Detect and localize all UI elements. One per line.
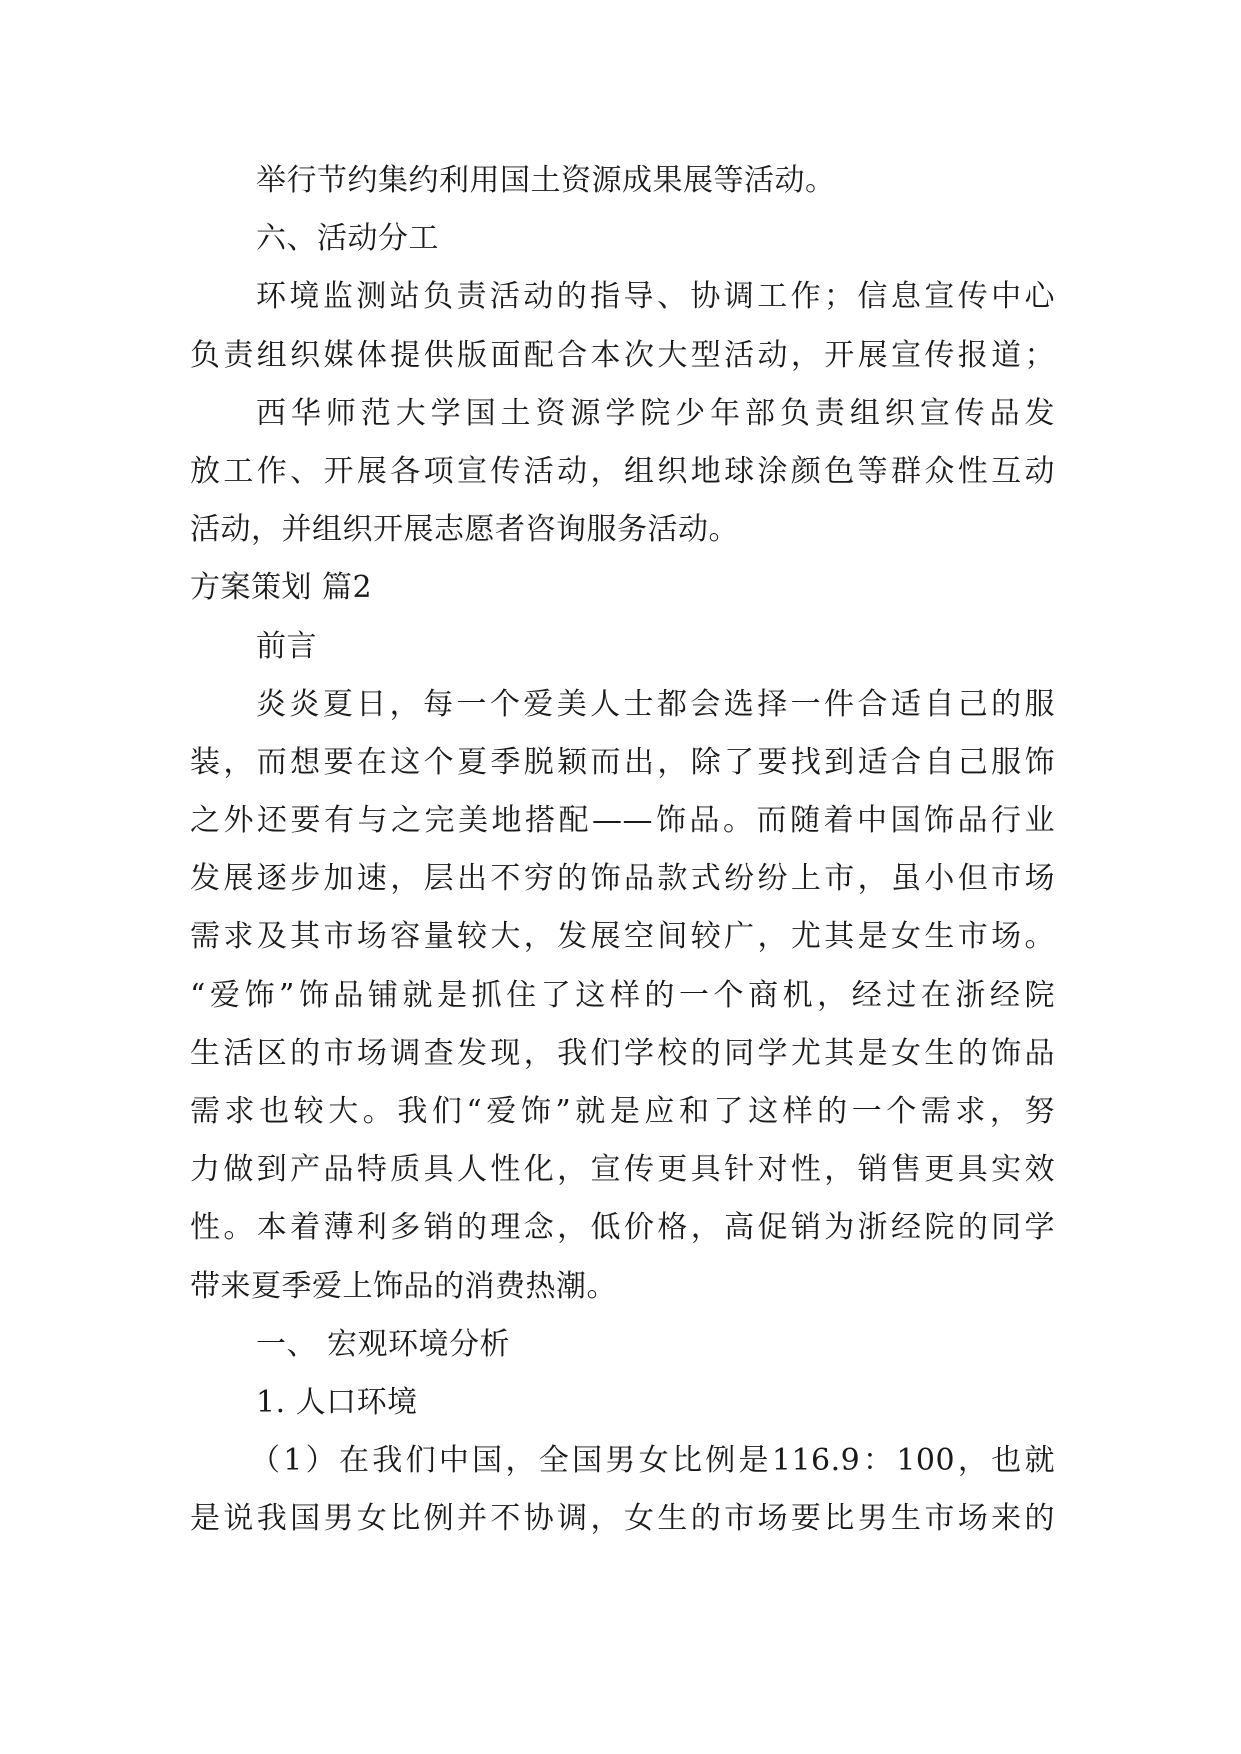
- document-body: [190, 152, 1055, 1549]
- text-line: 发展逐步加速，层出不穷的饰品款式纷纷上市，虽小但市场: [190, 861, 1055, 897]
- text-line: 活动，并组织开展志愿者咨询服务活动。: [190, 512, 739, 548]
- text-line: （1）在我们中国，全国男女比例是116.9：100，也就: [250, 1443, 1055, 1479]
- text-line: 是说我国男女比例并不协调，女生的市场要比男生市场来的: [190, 1501, 1055, 1537]
- text-line: 需求及其市场容量较大，发展空间较广，尤其是女生市场。: [190, 919, 1055, 955]
- text-line: 带来夏季爱上饰品的消费热潮。: [190, 1268, 617, 1304]
- text-line: 一、 宏观环境分析: [256, 1326, 511, 1362]
- text-line: 环境监测站负责活动的指导、协调工作；信息宣传中心: [256, 279, 1055, 315]
- text-line: 西华师范大学国土资源学院少年部负责组织宣传品发: [256, 395, 1055, 431]
- text-line: 之外还要有与之完美地搭配——饰品。而随着中国饰品行业: [190, 803, 1055, 839]
- text-line: 负责组织媒体提供版面配合本次大型活动，开展宣传报道；: [190, 337, 1055, 373]
- text-line: 生活区的市场调查发现，我们学校的同学尤其是女生的饰品: [190, 1035, 1055, 1071]
- text-line: “爱饰”饰品铺就是抓住了这样的一个商机，经过在浙经院: [190, 977, 1055, 1013]
- text-line: 六、活动分工: [256, 221, 439, 257]
- text-line: 需求也较大。我们“爱饰”就是应和了这样的一个需求，努: [190, 1094, 1055, 1129]
- text-line: 炎炎夏日，每一个爱美人士都会选择一件合适自己的服: [256, 686, 1055, 722]
- text-line: 力做到产品特质具人性化，宣传更具针对性，销售更具实效: [190, 1152, 1055, 1188]
- text-line: 前言: [256, 628, 317, 664]
- text-line: 举行节约集约利用国土资源成果展等活动。: [256, 163, 836, 198]
- text-line: 性。本着薄利多销的理念，低价格，高促销为浙经院的同学: [190, 1210, 1055, 1246]
- text-line: 装，而想要在这个夏季脱颖而出，除了要找到适合自己服饰: [190, 744, 1055, 780]
- text-line: 放工作、开展各项宣传活动，组织地球涂颜色等群众性互动: [190, 453, 1055, 489]
- text-line: 1. 人口环境: [256, 1384, 418, 1420]
- text-line: 方案策划 篇2: [190, 570, 373, 606]
